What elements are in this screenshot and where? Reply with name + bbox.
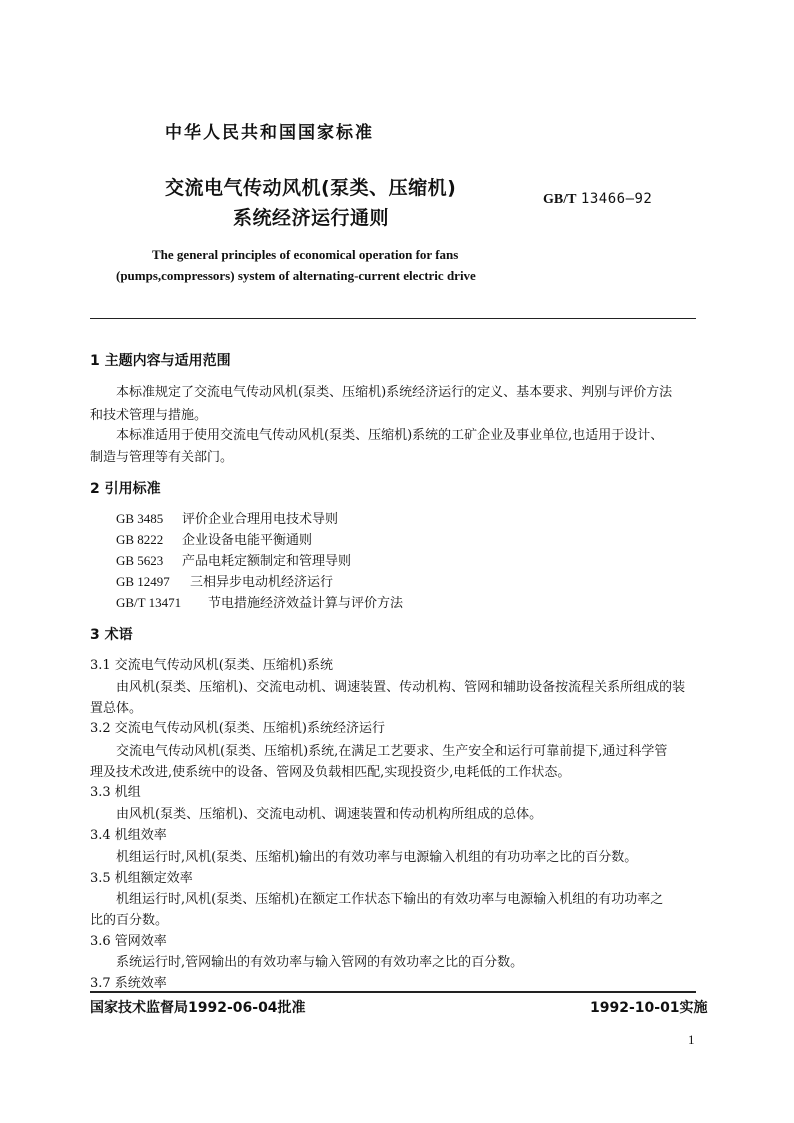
reference-code: GB 8222 — [116, 532, 164, 547]
term-3-3-heading: 3.3 机组 — [90, 785, 141, 800]
reference-code: GB/T 13471 — [116, 595, 182, 610]
term-3-1-line-2: 置总体。 — [90, 701, 143, 716]
title-line-1: 交流电气传动风机(泵类、压缩机) — [165, 177, 457, 199]
reference-item — [116, 550, 351, 569]
reference-title: 节电措施经济效益计算与评价方法 — [208, 596, 404, 611]
reference-code: GB 3485 — [116, 511, 164, 526]
term-3-2-line-2: 理及技术改进,使系统中的设备、管网及负载相匹配,实现投资少,电耗低的工作状态。 — [90, 765, 571, 780]
section-3-heading: 3 术语 — [90, 627, 133, 643]
reference-item — [116, 571, 333, 590]
approval-note: 国家技术监督局1992-06-04批准 — [90, 1000, 306, 1016]
implementation-date: 1992-10-01实施 — [590, 1000, 708, 1016]
term-3-7-heading: 3.7 系统效率 — [90, 976, 167, 991]
footer-divider — [90, 991, 696, 993]
term-3-3-line-1: 由风机(泵类、压缩机)、交流电动机、调速装置和传动机构所组成的总体。 — [116, 807, 543, 822]
title-line-2: 系统经济运行通则 — [233, 207, 390, 229]
term-3-6-line-1: 系统运行时,管网输出的有效功率与输入管网的有效功率之比的百分数。 — [116, 955, 524, 970]
term-3-5-heading: 3.5 机组额定效率 — [90, 871, 193, 886]
reference-title: 三相异步电动机经济运行 — [190, 575, 334, 590]
standard-prefix: GB/T — [543, 192, 577, 207]
header-divider — [90, 318, 696, 319]
standard-code: 13466—92 — [580, 191, 653, 207]
standard-organization: 中华人民共和国国家标准 — [165, 123, 374, 143]
section-1-paragraph-1-line-1: 本标准规定了交流电气传动风机(泵类、压缩机)系统经济运行的定义、基本要求、判别与评价方法 — [116, 385, 673, 400]
term-3-1-heading: 3.1 交流电气传动风机(泵类、压缩机)系统 — [90, 658, 333, 673]
term-3-5-line-1: 机组运行时,风机(泵类、压缩机)在额定工作状态下输出的有效功率与电源输入机组的有功功率之 — [116, 892, 664, 907]
section-1-paragraph-2-line-1: 本标准适用于使用交流电气传动风机(泵类、压缩机)系统的工矿企业及事业单位,也适用于设计、 — [116, 428, 664, 443]
page-number: 1 — [688, 1032, 695, 1047]
section-1-paragraph-2-line-2: 制造与管理等有关部门。 — [90, 450, 234, 465]
term-3-1-line-1: 由风机(泵类、压缩机)、交流电动机、调速装置、传动机构、管网和辅助设备按流程关系所组成的装 — [116, 680, 686, 695]
term-3-2-line-1: 交流电气传动风机(泵类、压缩机)系统,在满足工艺要求、生产安全和运行可靠前提下,通过科学管 — [116, 744, 668, 759]
english-title-line-1: The general principles of economical operation for fans — [152, 247, 459, 262]
term-3-4-line-1: 机组运行时,风机(泵类、压缩机)输出的有效功率与电源输入机组的有功功率之比的百分数。 — [116, 850, 638, 865]
reference-title: 评价企业合理用电技术导则 — [182, 512, 339, 527]
section-1-heading: 1 主题内容与适用范围 — [90, 353, 231, 369]
reference-item — [116, 592, 403, 611]
term-3-4-heading: 3.4 机组效率 — [90, 828, 167, 843]
english-title-line-2: (pumps,compressors) system of alternating-current electric drive — [116, 268, 476, 283]
reference-code: GB 5623 — [116, 553, 164, 568]
term-3-2-heading: 3.2 交流电气传动风机(泵类、压缩机)系统经济运行 — [90, 721, 385, 736]
section-1-paragraph-1-line-2: 和技术管理与措施。 — [90, 408, 208, 423]
term-3-5-line-2: 比的百分数。 — [90, 913, 169, 928]
reference-code: GB 12497 — [116, 574, 170, 589]
section-2-heading: 2 引用标准 — [90, 481, 161, 497]
reference-item — [116, 508, 338, 527]
standard-number — [543, 191, 652, 208]
reference-title: 产品电耗定额制定和管理导则 — [182, 554, 352, 569]
term-3-6-heading: 3.6 管网效率 — [90, 934, 167, 949]
reference-item — [116, 529, 312, 548]
reference-title: 企业设备电能平衡通则 — [182, 533, 313, 548]
